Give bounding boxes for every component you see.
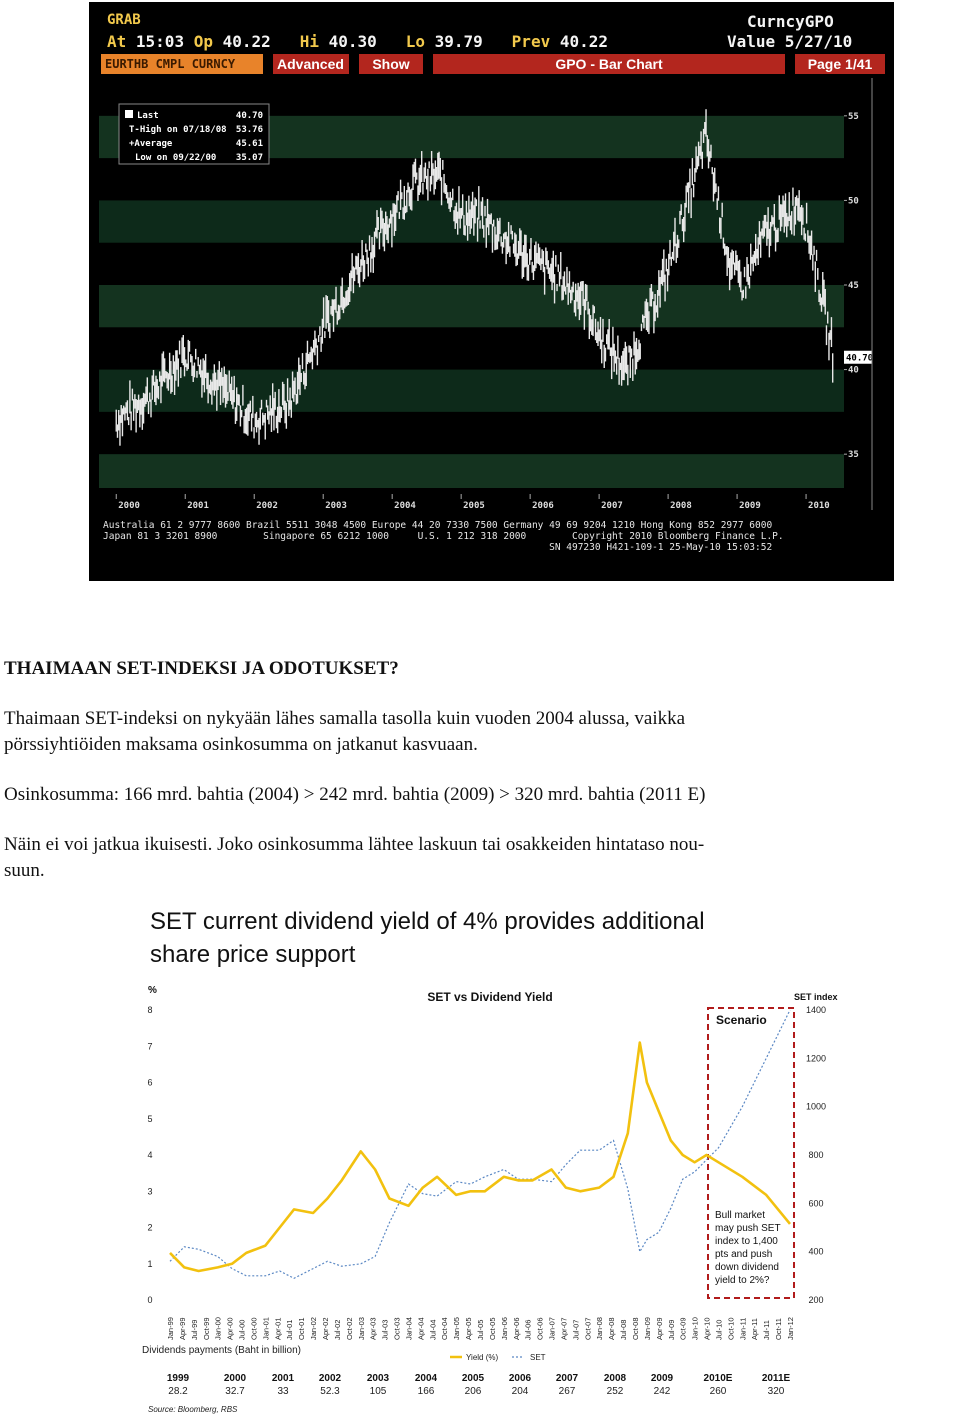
bb-footer [103, 520, 883, 553]
bb-y-tick: 50 [848, 196, 859, 207]
x-axis-tick: Jan-02 [309, 1317, 319, 1340]
x-axis-tick: Oct-00 [249, 1317, 259, 1340]
bb-field-box[interactable]: EURTHB CMPL CURNCY [101, 54, 263, 74]
dividend-year: 2008 [603, 1373, 627, 1384]
x-axis-tick: Jan-01 [261, 1317, 271, 1340]
rbs-headline [150, 905, 705, 971]
bb-x-tick: 2006 [532, 501, 554, 510]
dividend-year: 2005 [461, 1373, 485, 1384]
x-axis-tick: Oct-07 [583, 1317, 593, 1340]
bb-x-tick: 2000 [118, 501, 140, 510]
right-axis-tick: 1200 [805, 1053, 827, 1064]
dividends-label: Dividends payments (Baht in billion) [142, 1345, 301, 1356]
right-axis-unit: SET index [794, 992, 838, 1002]
dividend-value: 52.3 [320, 1386, 340, 1397]
x-axis-tick: Apr-02 [321, 1317, 330, 1340]
x-axis-tick: Oct-10 [726, 1317, 736, 1340]
paragraph-2: Osinkosumma: 166 mrd. bahtia (2004) > 242 mrd. bahtia (2009) > 320 mrd. bahtia (2011 E) [4, 784, 706, 805]
bb-legend-high: T-High on 07/18/08 [129, 125, 227, 135]
svg-text:Bull market: Bull market [715, 1210, 766, 1221]
bb-y-tick: 55 [848, 111, 859, 122]
bb-x-tick: 2001 [187, 501, 209, 510]
svg-text:down dividend: down dividend [715, 1262, 779, 1273]
bloomberg-chart [89, 2, 894, 581]
x-axis-tick: Jan-10 [690, 1317, 700, 1340]
dividend-year: 2007 [555, 1373, 579, 1384]
x-axis-tick: Oct-11 [774, 1318, 784, 1340]
x-axis-tick: Apr-04 [416, 1317, 426, 1340]
bb-legend-low-value: 35.07 [235, 153, 263, 163]
left-axis-tick: 5 [147, 1113, 153, 1124]
left-axis-tick: 6 [147, 1077, 153, 1088]
x-axis-tick: Jul-03 [380, 1319, 390, 1340]
bb-footer-line-3: SN 497230 H421-109-1 25-May-10 15:03:52 [103, 542, 773, 553]
bb-x-tick: 2008 [670, 501, 692, 510]
x-axis-tick: Apr-03 [368, 1317, 378, 1340]
bb-brand: CurncyGPO [747, 12, 834, 31]
dividend-year: 2006 [508, 1373, 532, 1384]
dividend-yield-line [170, 1043, 790, 1271]
rbs-chart-title: SET vs Dividend Yield [427, 990, 553, 1004]
dividend-year: 2011E [761, 1373, 791, 1384]
bb-legend-low: Low on 09/22/00 [135, 153, 217, 163]
x-axis-tick: Apr-11 [750, 1318, 760, 1340]
dividend-year: 2000 [223, 1373, 247, 1384]
bb-x-tick: 2002 [256, 501, 278, 510]
legend-yield: Yield (%) [466, 1353, 499, 1362]
x-axis-tick: Oct-05 [487, 1317, 497, 1340]
dividend-value: 206 [464, 1386, 482, 1397]
dividend-year: 2010E [703, 1373, 733, 1384]
bb-y-tick: 35 [848, 450, 859, 461]
x-axis-tick: Jan-12 [786, 1317, 795, 1340]
x-axis-tick: Oct-03 [392, 1317, 402, 1340]
dividend-value: 166 [417, 1386, 435, 1397]
bb-chart-title: GPO - Bar Chart [433, 54, 785, 74]
bb-show-button[interactable]: Show [359, 54, 423, 74]
bb-x-tick: 2004 [394, 501, 416, 510]
left-axis-tick: 3 [147, 1186, 153, 1197]
left-axis-tick: 8 [147, 1005, 153, 1015]
x-axis-tick: Jul-05 [476, 1319, 485, 1340]
bb-legend-high-value: 53.76 [235, 125, 263, 135]
bb-y-tick: 45 [848, 281, 859, 291]
x-axis-tick: Jul-11 [762, 1320, 772, 1340]
left-axis-tick: 0 [147, 1295, 153, 1305]
scenario-annotation [715, 1210, 781, 1286]
x-axis-tick: Jan-00 [213, 1317, 223, 1340]
bb-advanced-button[interactable]: Advanced [273, 54, 349, 74]
legend-set: SET [530, 1353, 546, 1362]
left-axis-tick: 1 [147, 1258, 153, 1269]
dividend-value: 267 [558, 1386, 576, 1397]
bb-x-tick: 2005 [463, 501, 485, 510]
x-axis-tick: Oct-08 [631, 1317, 640, 1340]
bb-footer-line-1: Australia 61 2 9777 8600 Brazil 5511 3048 4500 Europe 44 20 7330 7500 Germany 49 69 9204 1210 Hong Kong 852 2977 6000 [103, 520, 773, 531]
bb-plot-area [99, 78, 844, 510]
x-axis-tick: Jul-06 [523, 1319, 533, 1340]
left-axis-tick: 4 [147, 1150, 153, 1160]
x-axis-tick: Jul-02 [332, 1319, 342, 1340]
x-axis-tick: Jul-09 [666, 1319, 676, 1340]
paragraph-1-line-1: Thaimaan SET-indeksi on nykyään lähes samalla tasolla kuin vuoden 2004 alussa, vaikka [4, 708, 686, 729]
rbs-headline-line-2: share price support [150, 941, 356, 968]
bb-legend-average-value: 45.61 [235, 139, 263, 149]
dividend-value: 242 [653, 1386, 671, 1397]
dividend-value: 32.7 [225, 1386, 245, 1397]
bb-legend-last-value: 40.70 [235, 111, 263, 121]
bb-right-axis [844, 78, 874, 510]
rbs-headline-line-1: SET current dividend yield of 4% provides additional [150, 908, 705, 935]
bb-stats-legend [119, 104, 269, 164]
x-axis-tick: Jan-08 [595, 1317, 605, 1340]
left-axis-unit: % [148, 985, 157, 996]
svg-text:yield to 2%?: yield to 2%? [715, 1275, 770, 1286]
x-axis-tick: Apr-07 [559, 1317, 569, 1340]
chart-legend [450, 1353, 546, 1362]
bb-ticker: GRAB [107, 12, 141, 28]
bb-quote-line: At 15:03 Op 40.22 Hi 40.30 Lo 39.79 Prev 40.22 [107, 32, 609, 51]
x-axis-tick: Jan-03 [356, 1317, 366, 1340]
x-axis-tick: Jul-01 [285, 1319, 295, 1340]
paragraph-3-line-2: suun. [4, 860, 45, 881]
x-axis-tick: Apr-06 [511, 1317, 521, 1340]
x-axis-tick: Jul-10 [714, 1319, 724, 1340]
bb-last-tag-text: 40.70 [846, 353, 874, 364]
x-axis-tick: Apr-00 [225, 1317, 235, 1340]
left-axis-tick: 2 [147, 1222, 153, 1233]
bb-footer-line-2: Japan 81 3 3201 8900 Singapore 65 6212 1000 U.S. 1 212 318 2000 Copyright 2010 Bloomberg Finance L.P. [103, 531, 784, 542]
dividend-value: 28.2 [168, 1386, 188, 1397]
svg-text:index to 1,400: index to 1,400 [715, 1236, 778, 1247]
dividend-value: 252 [606, 1386, 624, 1397]
x-axis-tick: Jul-08 [619, 1319, 629, 1340]
svg-text:pts and push: pts and push [715, 1249, 773, 1260]
right-axis-tick: 600 [808, 1198, 824, 1209]
dividend-year: 2003 [366, 1373, 390, 1384]
dividend-value: 260 [709, 1386, 727, 1397]
x-axis-tick: Jul-04 [428, 1319, 438, 1340]
scenario-label: Scenario [716, 1013, 767, 1027]
x-axis-tick: Apr-99 [177, 1317, 187, 1340]
x-axis-tick: Oct-04 [440, 1317, 450, 1340]
bb-grid-band [99, 454, 844, 488]
section-heading: THAIMAAN SET-INDEKSI JA ODOTUKSET? [4, 658, 399, 679]
x-axis-tick: Jan-99 [166, 1317, 175, 1340]
x-axis-tick: Jan-05 [452, 1317, 462, 1340]
dividend-year: 2009 [650, 1373, 674, 1384]
bb-x-tick: 2003 [325, 501, 347, 510]
set-index-line [170, 1010, 790, 1278]
x-axis-tick: Jan-07 [547, 1317, 557, 1340]
paragraph-1-line-2: pörssiyhtiöiden maksama osinkosumma on jatkanut kasvuaan. [4, 734, 478, 755]
x-axis-tick: Apr-10 [702, 1317, 712, 1340]
dividend-year: 2001 [271, 1373, 295, 1384]
bb-legend-average: +Average [129, 139, 173, 149]
dividend-year: 1999 [166, 1373, 190, 1384]
x-axis-tick: Apr-08 [607, 1317, 617, 1340]
right-axis-tick: 400 [808, 1246, 824, 1257]
x-axis-tick: Jul-99 [189, 1319, 199, 1340]
bb-grid-band [99, 285, 844, 327]
x-axis-tick: Apr-09 [654, 1317, 664, 1340]
x-axis-tick: Jan-06 [499, 1317, 509, 1340]
bb-x-tick: 2009 [739, 501, 761, 510]
left-axis-tick: 7 [147, 1041, 153, 1052]
x-axis-tick: Oct-01 [297, 1317, 307, 1340]
x-axis-tick: Oct-02 [344, 1317, 354, 1340]
dividend-value: 320 [767, 1386, 785, 1397]
x-axis-tick: Apr-05 [464, 1317, 474, 1340]
x-axis-tick: Oct-09 [678, 1317, 688, 1340]
dividend-value: 105 [369, 1386, 387, 1397]
x-axis-tick: Jul-07 [571, 1319, 581, 1340]
x-axis-tick: Oct-99 [201, 1317, 211, 1340]
bb-y-tick: 40 [848, 365, 859, 376]
dividend-value: 33 [277, 1386, 289, 1397]
bb-legend-last: Last [137, 111, 159, 121]
right-axis-tick: 800 [808, 1150, 824, 1160]
source-note: Source: Bloomberg, RBS [148, 1405, 238, 1414]
right-axis-tick: 1000 [805, 1101, 827, 1112]
right-axis-tick: 200 [808, 1295, 824, 1305]
dividend-value: 204 [511, 1386, 529, 1397]
bb-x-tick: 2007 [601, 501, 623, 510]
dividend-year: 2004 [414, 1373, 438, 1384]
paragraph-3-line-1: Näin ei voi jatkua ikuisesti. Joko osinkosumma lähtee laskuun tai osakkeiden hintataso nou- [4, 834, 705, 855]
bb-x-tick: 2010 [808, 501, 830, 510]
dividend-year: 2002 [318, 1373, 342, 1384]
x-axis-tick: Jan-11 [738, 1317, 748, 1340]
x-axis-tick: Apr-01 [273, 1317, 283, 1340]
right-axis-tick: 1400 [805, 1005, 827, 1015]
set-dividend-chart [140, 980, 840, 1417]
svg-text:may push SET: may push SET [715, 1223, 781, 1234]
x-axis-tick: Jan-04 [404, 1317, 414, 1340]
x-axis-tick: Jul-00 [237, 1319, 247, 1340]
x-axis-tick: Oct-06 [535, 1317, 545, 1340]
bb-page-indicator[interactable]: Page 1/41 [795, 54, 885, 74]
bb-value-date: Value 5/27/10 [727, 32, 853, 51]
x-axis-tick: Jan-09 [642, 1317, 652, 1340]
